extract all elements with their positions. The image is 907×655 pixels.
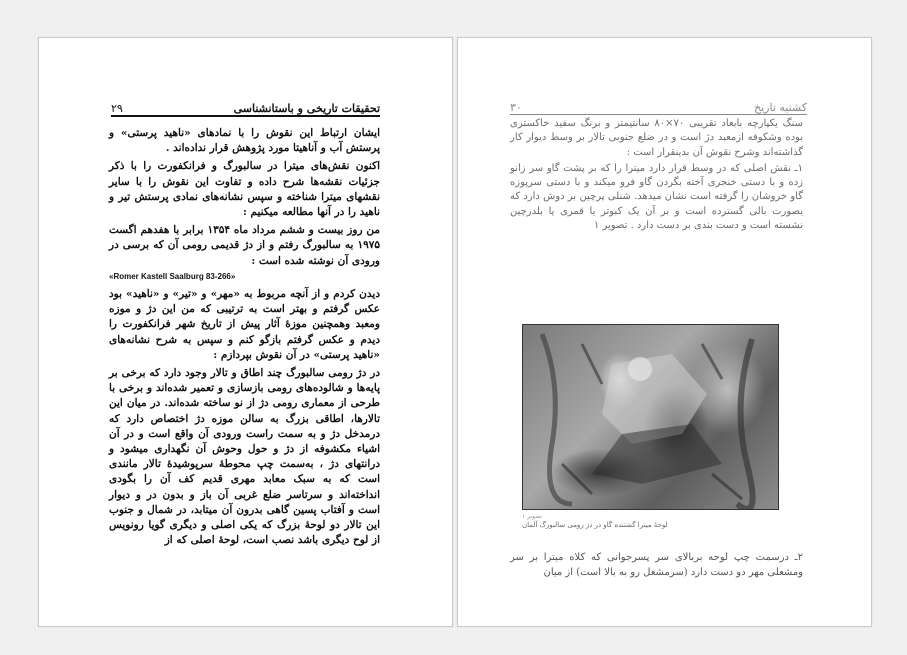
- paragraph: اکنون نقش‌های میترا در سالبورگ و فرانکفورت را با ذکر جزئیات نقشه‌ها شرح داده و تفاوت این نقوش را با سایر نقشهای میترا شناخته و سپس نشانه‌های نمادی پرستش تیر و ناهید را در آنها مطالعه میکنیم :: [109, 160, 380, 219]
- photo-caption-text: لوحهٔ میترا گشتنده گاو در دژ رومی سالبورگ آلمان: [522, 521, 668, 529]
- reference-row: [109, 269, 380, 284]
- right-page-number: ۳۰: [510, 101, 522, 114]
- right-page-header: [510, 98, 807, 115]
- paragraph: سنگ یکپارچه بابعاد تقریبی ۷۰×۸۰ سانتیمتر و برنگ سفید خاکستری بوده وشکوفه ازمعبد دژ است و در ضلع جنوبی تالار بر وسط دیوار کار گذاشته‌اند وشرح نقوش آن بدینقرار است :: [510, 118, 803, 158]
- relief-image-texture: [522, 324, 779, 510]
- mithras-relief-photo: [522, 324, 779, 510]
- left-page-number: ۲۹: [111, 102, 123, 115]
- latin-reference: «Romer Kastell Saalburg 83-266»: [109, 271, 236, 281]
- right-page: [457, 37, 872, 627]
- left-page: [38, 37, 453, 627]
- left-header-title: تحقیقات تاریخی و باستانشناسی: [233, 102, 380, 115]
- right-page-body-top: [510, 117, 803, 235]
- paragraph: دیدن کردم و از آنچه مربوط به «مهر» و «تیر» و «ناهید» بود عکس گرفتم و بهتر است به ترتیبی که من این دژ و موزه ومعبد وهمچنین موزهٔ آثار پیش از تاریخ شهر فرانکفورت را دیدم و عکس گرفتم بازگو کنم و سپس به شرح نشانه‌های «ناهید پرستی» در آن نقوش بپردازم :: [109, 288, 380, 361]
- left-page-body: [109, 126, 380, 551]
- paragraph: ۲ـ درسمت چپ لوحه بربالای سر پسرجوانی که کلاه میترا بر سر ومشعلی مهر دو دست دارد (سرمشعل رو به بالا است) از میان: [510, 552, 803, 578]
- right-page-body-bottom: [510, 550, 803, 580]
- paragraph: در دژ رومی سالبورگ چند اطاق و تالار وجود دارد که برخی بر پایه‌ها و شالوده‌های رومی بازسازی و تعمیر شده‌اند و برخی با طرحی از معماری رومی دژ از نو ساخته شده‌اند. در میان این تالارها، اطاقی بزرگ به سالن موزه دژ اختصاص دارد که درمدخل دژ و به سمت راست ورودی آن واقع است و در آن اشیاء مکشوفه از دژ و حول وحوش آن نگهداری میشود و درانتهای دژ ، به‌سمت چپ محوطهٔ سرپوشیدهٔ تالار مانندی است که به سبک معابد مهری قدیم کف آن را بگودی انداخته‌اند و سرتاسر ضلع غربی آن باز و بدون در و دیوار است و آفتاب پسین گاهی بدرون آن میتابد، در شمال و جنوب این تالار دو لوحهٔ بزرگ که یکی اصلی و دیگری گویا رونویس از لوح دیگری باشد نصب است، لوحهٔ اصلی که از: [109, 367, 380, 547]
- photo-caption: [522, 512, 779, 530]
- right-header-title: کشتیه تاریخ: [754, 101, 807, 114]
- paragraph: ۱ـ نقش اصلی که در وسط قرار دارد میترا را که بر پشت گاو سر زانو زده و با دستی خنجری آخته بگردن گاو فرو میکند و با دستی سرپوزه گاو خروشان را گرفته است نشان میدهد. شنلی پرچین بر دوش دارد که بصورت بالی گسترده است و بر آن یک کبوتر یا قمری یا بلدرچین نشسته است و دست بندی بر دست دارد . تصویر ۱: [510, 162, 803, 232]
- photo-caption-label: تصویر ۱: [522, 513, 543, 520]
- paragraph-with-reference: [109, 223, 380, 269]
- paragraph: ایشان ارتباط این نقوش را با نمادهای «ناهید پرستی» و پرستش آب و آناهیتا مورد پژوهش قرار نداده‌اند .: [109, 127, 380, 155]
- paragraph: من روز بیست و ششم مرداد ماه ۱۳۵۴ برابر با هفدهم اگست ۱۹۷۵ به سالبورگ رفتم و از دژ قدیمی رومی آن که برسی در ورودی آن نوشته شده است :: [109, 224, 381, 267]
- left-page-header: [111, 99, 380, 117]
